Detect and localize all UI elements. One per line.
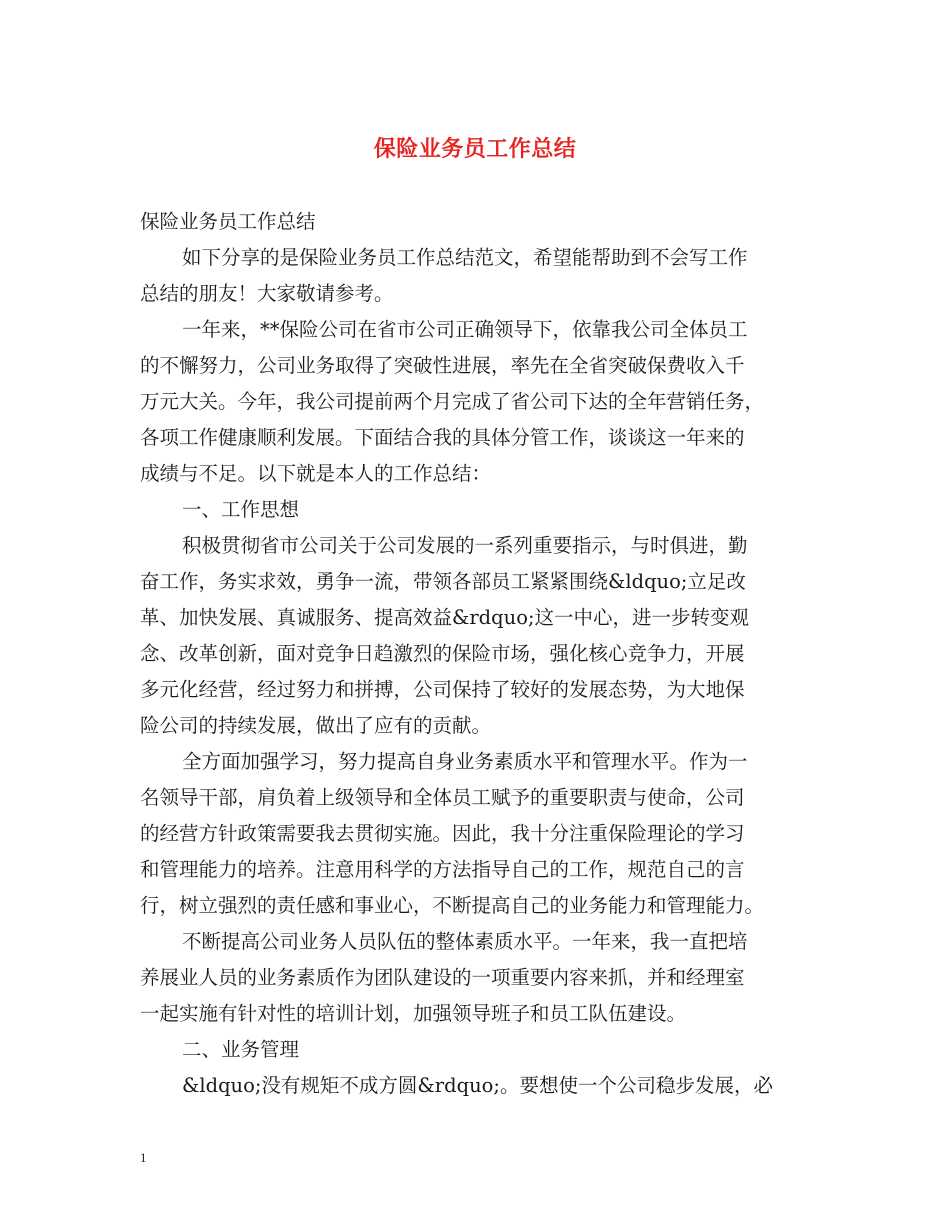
- text-line: 革、加快发展、真诚服务、提高效益&rdquo;这一中心，进一步转变观: [140, 606, 750, 629]
- text-line: 不断提高公司业务人员队伍的整体素质水平。一年来，我一直把培: [182, 930, 748, 953]
- text-line: 奋工作，务实求效，勇争一流，带领各部员工紧紧围绕&ldquo;立足改: [140, 570, 746, 593]
- text-line: 养展业人员的业务素质作为团队建设的一项重要内容来抓，并和经理室: [140, 966, 745, 989]
- document-title: 保险业务员工作总结: [373, 137, 577, 162]
- text-line: 的经营方针政策需要我去贯彻实施。因此，我十分注重保险理论的学习: [140, 822, 745, 845]
- text-line: 二、业务管理: [182, 1038, 300, 1061]
- text-line: 如下分享的是保险业务员工作总结范文，希望能帮助到不会写工作: [182, 246, 748, 269]
- text-line: 万元大关。今年，我公司提前两个月完成了省公司下达的全年营销任务，: [140, 390, 765, 413]
- text-line: 一、工作思想: [182, 498, 300, 521]
- text-line: 名领导干部，肩负着上级领导和全体员工赋予的重要职责与使命，公司: [140, 786, 745, 809]
- text-line: &ldquo;没有规矩不成方圆&rdquo;。要想使一个公司稳步发展，必: [182, 1074, 773, 1097]
- text-line: 险公司的持续发展，做出了应有的贡献。: [140, 714, 492, 737]
- page-number: 1: [140, 1150, 147, 1165]
- text-line: 一年来，**保险公司在省市公司正确领导下，依靠我公司全体员工: [182, 318, 748, 341]
- text-line: 多元化经营，经过努力和拼搏，公司保持了较好的发展态势，为大地保: [140, 678, 745, 701]
- document-body: [140, 204, 816, 1104]
- text-line: 总结的朋友！大家敬请参考。: [140, 282, 394, 305]
- text-line: 一起实施有针对性的培训计划，加强领导班子和员工队伍建设。: [140, 1002, 687, 1025]
- text-line: 各项工作健康顺利发展。下面结合我的具体分管工作，谈谈这一年来的: [140, 426, 745, 449]
- text-line: 保险业务员工作总结: [140, 210, 316, 233]
- text-line: 和管理能力的培养。注意用科学的方法指导自己的工作，规范自己的言: [140, 858, 745, 881]
- text-line: 成绩与不足。以下就是本人的工作总结：: [140, 462, 492, 485]
- text-line: 全方面加强学习，努力提高自身业务素质水平和管理水平。作为一: [182, 750, 748, 773]
- text-line: 的不懈努力，公司业务取得了突破性进展，率先在全省突破保费收入千: [140, 354, 745, 377]
- text-line: 行，树立强烈的责任感和事业心，不断提高自己的业务能力和管理能力。: [140, 894, 765, 917]
- text-line: 念、改革创新，面对竞争日趋激烈的保险市场，强化核心竞争力，开展: [140, 642, 745, 665]
- text-line: 积极贯彻省市公司关于公司发展的一系列重要指示，与时俱进，勤: [182, 534, 748, 557]
